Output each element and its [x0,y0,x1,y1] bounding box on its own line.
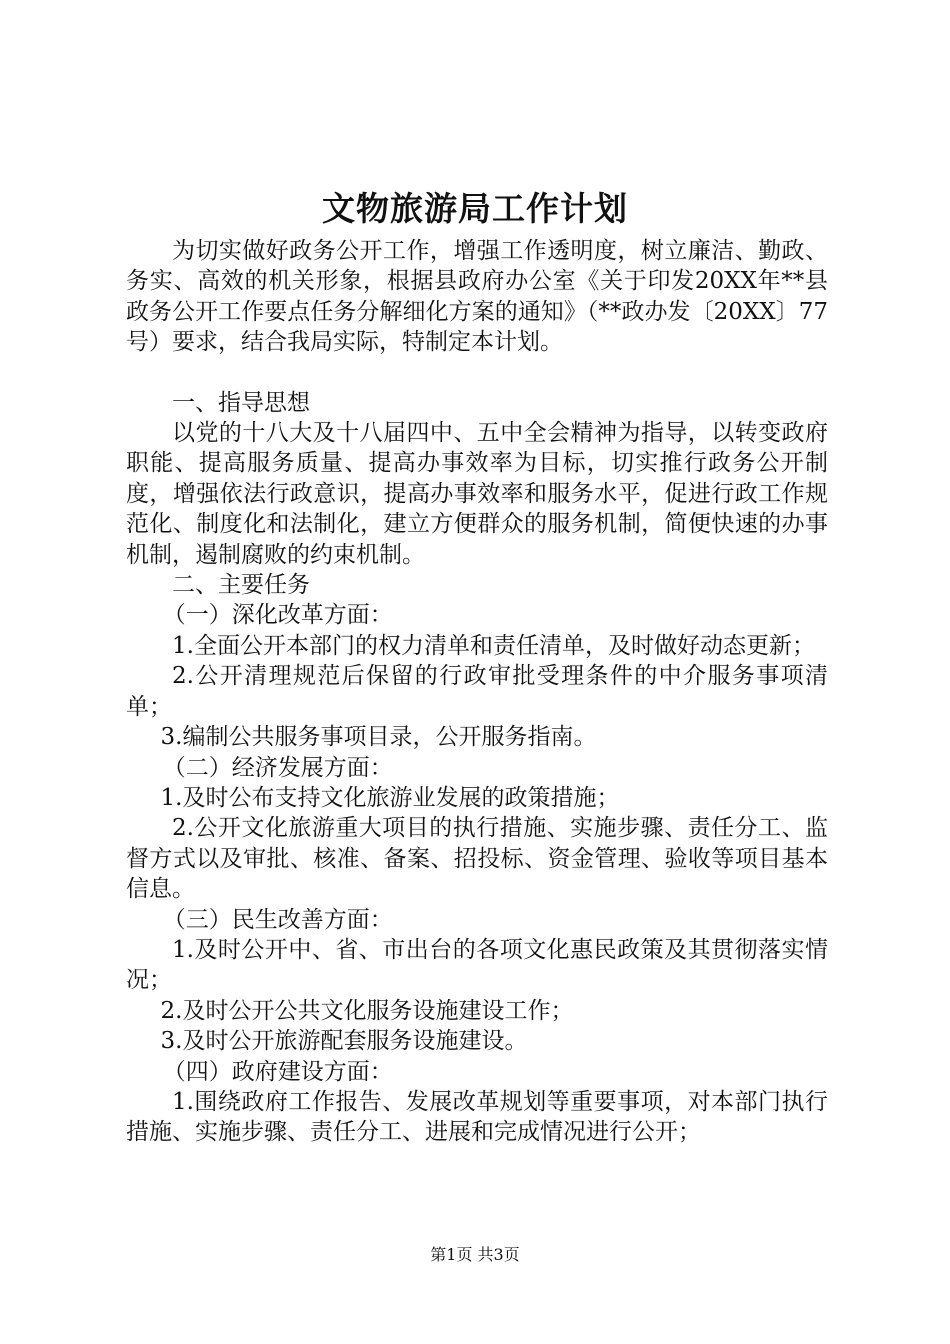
list-item: 1.围绕政府工作报告、发展改革规划等重要事项，对本部门执行措施、实施步骤、责任分工、进展和完成情况进行公开； [126,1088,828,1146]
subsection-heading-economy: （二）经济发展方面： [162,754,393,781]
list-item: 1.及时公开中、省、市出台的各项文化惠民政策及其贯彻落实情况； [126,936,828,994]
subsection-heading-reform: （一）深化改革方面： [162,602,393,629]
document-title: 文物旅游局工作计划 [322,189,628,228]
section-guiding-thought-body: 以党的十八大及十八届四中、五中全会精神为指导，以转变政府职能、提高服务质量、提高办事效率为目标，切实推行政务公开制度，增强依法行政意识，提高办事效率和服务水平，促进行政工作规范化、制度化和法制化，建立方便群众的服务机制，简便快速的办事机制，遏制腐败的约束机制。 [126,420,828,568]
list-item: 1.及时公布支持文化旅游业发展的政策措施； [160,784,620,811]
list-item: 2.及时公开公共文化服务设施建设工作； [160,997,574,1024]
paragraph-gap [126,358,828,388]
document-body [126,236,828,1148]
subsection-heading-government: （四）政府建设方面： [162,1058,393,1085]
section-heading-main-tasks: 二、主要任务 [172,572,310,599]
list-item: 3.编制公共服务事项目录，公开服务指南。 [160,724,597,751]
subsection-heading-livelihood: （三）民生改善方面： [162,906,393,933]
list-item: 2.公开清理规范后保留的行政审批受理条件的中介服务事项清单； [126,663,828,720]
page-number-footer: 第1页 共3页 [430,1245,520,1264]
intro-paragraph: 为切实做好政务公开工作，增强工作透明度，树立廉洁、勤政、务实、高效的机关形象，根据县政府办公室《关于印发20XX年**县政务公开工作要点任务分解细化方案的通知》（**政办发〔20XX〕77号）要求，结合我局实际，特制定本计划。 [126,238,828,356]
list-item: 2.公开文化旅游重大项目的执行措施、实施步骤、责任分工、监督方式以及审批、核准、备案、招投标、资金管理、验收等项目基本信息。 [126,815,828,903]
list-item: 1.全面公开本部门的权力清单和责任清单，及时做好动态更新； [172,632,815,659]
list-item: 3.及时公开旅游配套服务设施建设。 [160,1028,528,1055]
section-heading-guiding-thought: 一、指导思想 [172,389,310,416]
